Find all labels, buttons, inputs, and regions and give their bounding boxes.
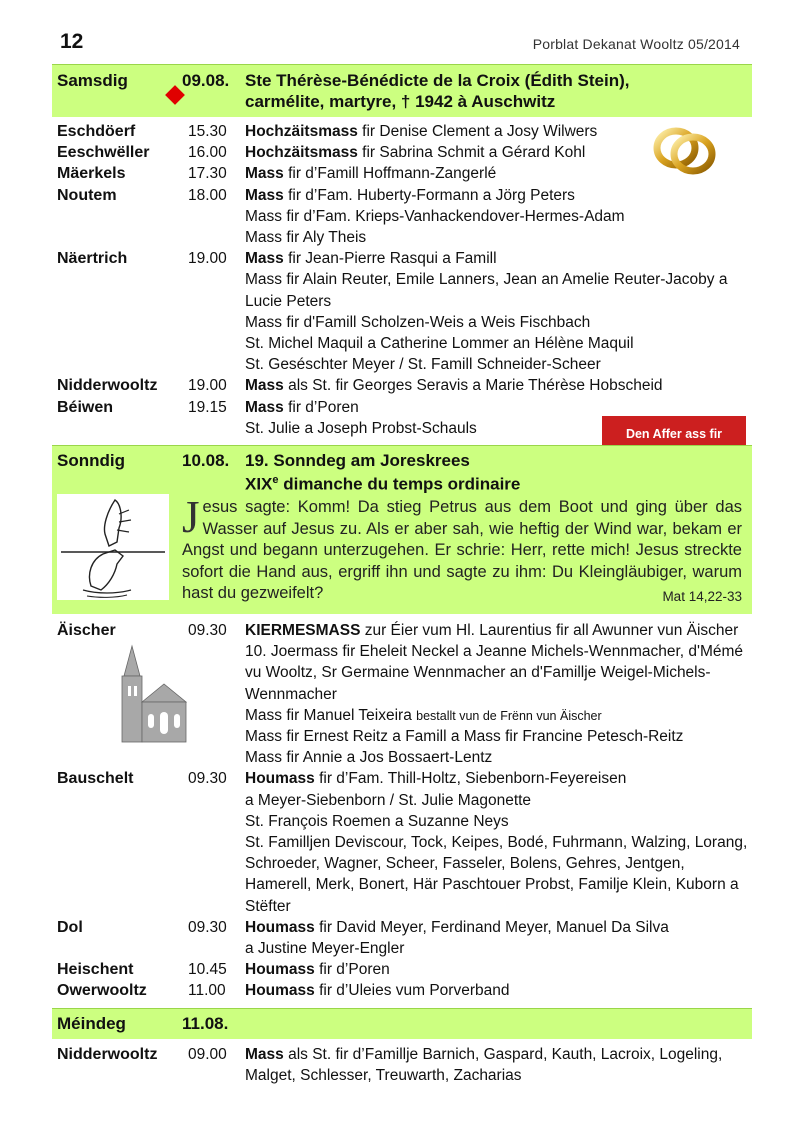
feast-title-line2	[245, 470, 520, 495]
intention-text: Mass fir d’Fam. Krieps-Vanhackendover-Hermes-Adam	[245, 207, 625, 225]
mass-intention	[245, 684, 337, 705]
intention-text: fir d’Poren	[283, 398, 359, 416]
mass-intention	[245, 726, 683, 747]
intention-text: St. Michel Maquil a Catherine Lommer an Hélène Maquil	[245, 335, 634, 352]
place-name: Nidderwooltz	[57, 377, 158, 395]
intention-text: Mass fir Annie a Jos Bossaert-Lentz	[245, 749, 493, 767]
mass-intention	[245, 248, 497, 269]
intention-text: Schroeder, Wagner, Scheer, Fasseler, Bolens, Gehres, Jentgen,	[245, 855, 685, 873]
mass-intention	[245, 959, 390, 980]
place-name: Noutem	[57, 186, 117, 204]
mass-intention	[245, 269, 727, 290]
intention-text: fir Jean-Pierre Rasqui a Famill	[283, 250, 497, 268]
intention-text: zur Éier vum Hl. Laurentius fir all Awunner vun Äischer	[360, 622, 739, 639]
mass-intention	[245, 980, 509, 1001]
place-name: Äischer	[57, 622, 116, 639]
place-name: Heischent	[57, 961, 134, 979]
place-name: Nidderwooltz	[57, 1046, 158, 1063]
mass-intention	[245, 227, 366, 248]
page-number: 12	[60, 30, 84, 53]
day-band-meindeg	[52, 1008, 752, 1039]
mass-intention	[245, 768, 626, 789]
place-name: Eeschwëller	[57, 144, 150, 162]
mass-intention	[245, 896, 291, 917]
place-name: Bauschelt	[57, 770, 134, 788]
running-title: Porblat Dekanat Wooltz 05/2014	[532, 36, 740, 52]
place-name: Owerwooltz	[57, 982, 147, 1000]
mass-intention	[245, 874, 739, 895]
mass-intention	[245, 1044, 722, 1065]
mass-time: 09.30	[188, 918, 227, 936]
feast-title-part: dimanche du temps ordinaire	[278, 474, 521, 494]
intention-text: fir Sabrina Schmit a Gérard Kohl	[357, 144, 586, 162]
gospel-reference: Mat 14,22-33	[662, 589, 742, 604]
mass-intention	[245, 747, 492, 768]
mass-intention	[245, 1065, 522, 1086]
reaching-hands-icon	[57, 494, 169, 600]
intention-text: a Meyer-Siebenborn / St. Julie Magonette	[245, 791, 532, 809]
mass-time: 09.30	[188, 770, 227, 788]
mass-intention	[245, 832, 747, 853]
day-date: 10.08.	[182, 451, 230, 470]
intention-text: fir d’Fam. Huberty-Formann a Jörg Peters	[283, 186, 575, 204]
intention-text: St. François Roemen a Suzanne Neys	[245, 812, 509, 830]
mass-intention	[245, 291, 331, 312]
place-name: Eschdöerf	[57, 123, 136, 140]
day-date: 11.08.	[182, 1014, 229, 1033]
intention-text: fir d’Uleies vum Porverband	[314, 982, 510, 1000]
feast-title-line2: carmélite, martyre, † 1942 à Auschwitz	[245, 92, 556, 111]
intention-text: Mass fir Ernest Reitz a Famill a Mass fir Francine Petesch-Reitz	[245, 728, 684, 745]
intention-text: St. Geséschter Meyer / St. Famill Schneider-Scheer	[245, 356, 601, 374]
place-name: Näertrich	[57, 250, 128, 268]
place-name: Mäerkels	[57, 165, 126, 183]
church-icon	[110, 644, 190, 744]
mass-intention	[245, 917, 669, 938]
mass-time: 16.00	[188, 144, 227, 162]
mass-type: Hochzäitsmass	[245, 123, 358, 140]
mass-intention	[245, 641, 743, 662]
intention-text: 10. Joermass fir Eheleit Neckel a Jeanne Michels-Wennmacher, d'Mémé	[245, 643, 744, 661]
mass-time: 19.00	[188, 250, 227, 268]
intention-text: Lucie Peters	[245, 292, 332, 310]
mass-type: Mass	[245, 165, 284, 183]
intention-text: fir d’Fam. Thill-Holtz, Siebenborn-Feyereisen	[314, 770, 627, 788]
intention-text: Mass fir Alain Reuter, Emile Lanners, Jean an Amelie Reuter-Jacoby a	[245, 271, 728, 289]
day-name: Samsdig	[57, 71, 128, 90]
intention-text: Malget, Schlesser, Treuwarth, Zacharias	[245, 1067, 522, 1085]
intention-text: fir d’Famill Hoffmann-Zangerlé	[283, 165, 497, 183]
intention-text: Mass fir d'Famill Scholzen-Weis a Weis Fischbach	[245, 313, 591, 331]
mass-time: 17.30	[188, 165, 227, 183]
place-name: Dol	[57, 918, 83, 936]
wedding-rings-icon	[650, 118, 718, 178]
intention-text: als St. fir d’Famillje Barnich, Gaspard, Kauth, Lacroix, Logeling,	[283, 1046, 723, 1063]
mass-intention	[245, 938, 404, 959]
mass-type: Houmass	[245, 982, 315, 1000]
day-date: 09.08.	[182, 71, 230, 90]
mass-time: 09.30	[188, 622, 227, 639]
mass-intention	[245, 312, 590, 333]
feast-title-line1: 19. Sonndeg am Joreskrees	[245, 451, 470, 470]
day-name: Sonndig	[57, 451, 125, 470]
mass-intention	[245, 397, 359, 418]
intention-note: bestallt vun de Frënn vun Äischer	[416, 708, 602, 723]
notice-line: Den Affer ass fir	[625, 427, 723, 441]
mass-type: Mass	[245, 377, 284, 395]
mass-time: 19.00	[188, 377, 227, 395]
intention-text: fir Denise Clement a Josy Wilwers	[357, 123, 598, 140]
mass-type: Hochzäitsmass	[245, 144, 358, 162]
mass-intention	[245, 853, 685, 874]
mass-time: 10.45	[188, 961, 227, 979]
mass-type: Houmass	[245, 918, 315, 936]
mass-intention	[245, 121, 597, 142]
intention-text: Stëfter	[245, 897, 291, 915]
mass-time: 18.00	[188, 186, 227, 204]
gospel-dropcap: J	[182, 492, 200, 542]
place-name: Béiwen	[57, 398, 114, 416]
mass-intention	[245, 185, 575, 206]
intention-text: Wennmacher	[245, 685, 337, 703]
feast-title-sup: e	[272, 474, 279, 486]
mass-intention	[245, 142, 585, 163]
mass-time: 19.15	[188, 398, 227, 416]
mass-type: Mass	[245, 398, 284, 416]
mass-intention	[245, 163, 496, 184]
intention-text: vu Wooltz, Sr Germaine Wennmacher an d'Famillje Weigel-Michels-	[245, 664, 711, 682]
feast-title-part: XIX	[245, 474, 273, 494]
mass-intention	[245, 811, 509, 832]
intention-text: fir d’Poren	[314, 961, 390, 979]
gospel-quote	[182, 492, 742, 608]
intention-text: als St. fir Georges Seravis a Marie Thérèse Hobscheid	[283, 377, 663, 395]
mass-intention	[245, 620, 738, 641]
mass-time: 11.00	[188, 982, 226, 1000]
mass-intention	[245, 662, 711, 683]
mass-intention	[245, 375, 663, 396]
intention-text: a Justine Meyer-Engler	[245, 940, 405, 957]
intention-text: St. Julie a Joseph Probst-Schauls	[245, 419, 477, 437]
feast-title-line1: Ste Thérèse-Bénédicte de la Croix (Édith Stein),	[245, 71, 630, 90]
intention-text: Mass fir Manuel Teixeira	[245, 706, 417, 724]
mass-type: KIERMESMASS	[245, 622, 361, 639]
mass-intention	[245, 790, 531, 811]
mass-type: Mass	[245, 1046, 284, 1063]
intention-text: fir David Meyer, Ferdinand Meyer, Manuel Da Silva	[314, 918, 669, 936]
mass-intention	[245, 705, 602, 727]
intention-text: St. Familljen Deviscour, Tock, Keipes, Bodé, Fuhrmann, Walzing, Lorang,	[245, 834, 748, 851]
day-name: Méindeg	[57, 1014, 126, 1033]
gospel-text: esus sagte: Komm! Da stieg Petrus aus dem Boot und ging über das Wasser auf Jesus zu. Als er aber sah, wie heftig der Wind war, bekam er Angst und begann unterzugehen. Er schrie: Herr, rette mich! Jesus streckte sofort die Hand aus, ergriff ihn und sagte zu ihm: Du Kleingläubiger, warum hast du gezweifelt?	[182, 498, 742, 602]
mass-intention	[245, 206, 625, 227]
intention-text: Mass fir Aly Theis	[245, 229, 367, 246]
mass-intention	[245, 333, 634, 354]
mass-time: 15.30	[188, 123, 227, 140]
mass-type: Houmass	[245, 770, 315, 788]
mass-time: 09.00	[188, 1046, 227, 1063]
intention-text: Hamerell, Merk, Bonert, Här Paschtouer Probst, Familje Klein, Kuborn a	[245, 876, 739, 894]
mass-intention	[245, 418, 477, 439]
mass-type: Mass	[245, 186, 284, 204]
mass-type: Mass	[245, 250, 284, 268]
mass-intention	[245, 354, 601, 375]
mass-type: Houmass	[245, 961, 315, 979]
